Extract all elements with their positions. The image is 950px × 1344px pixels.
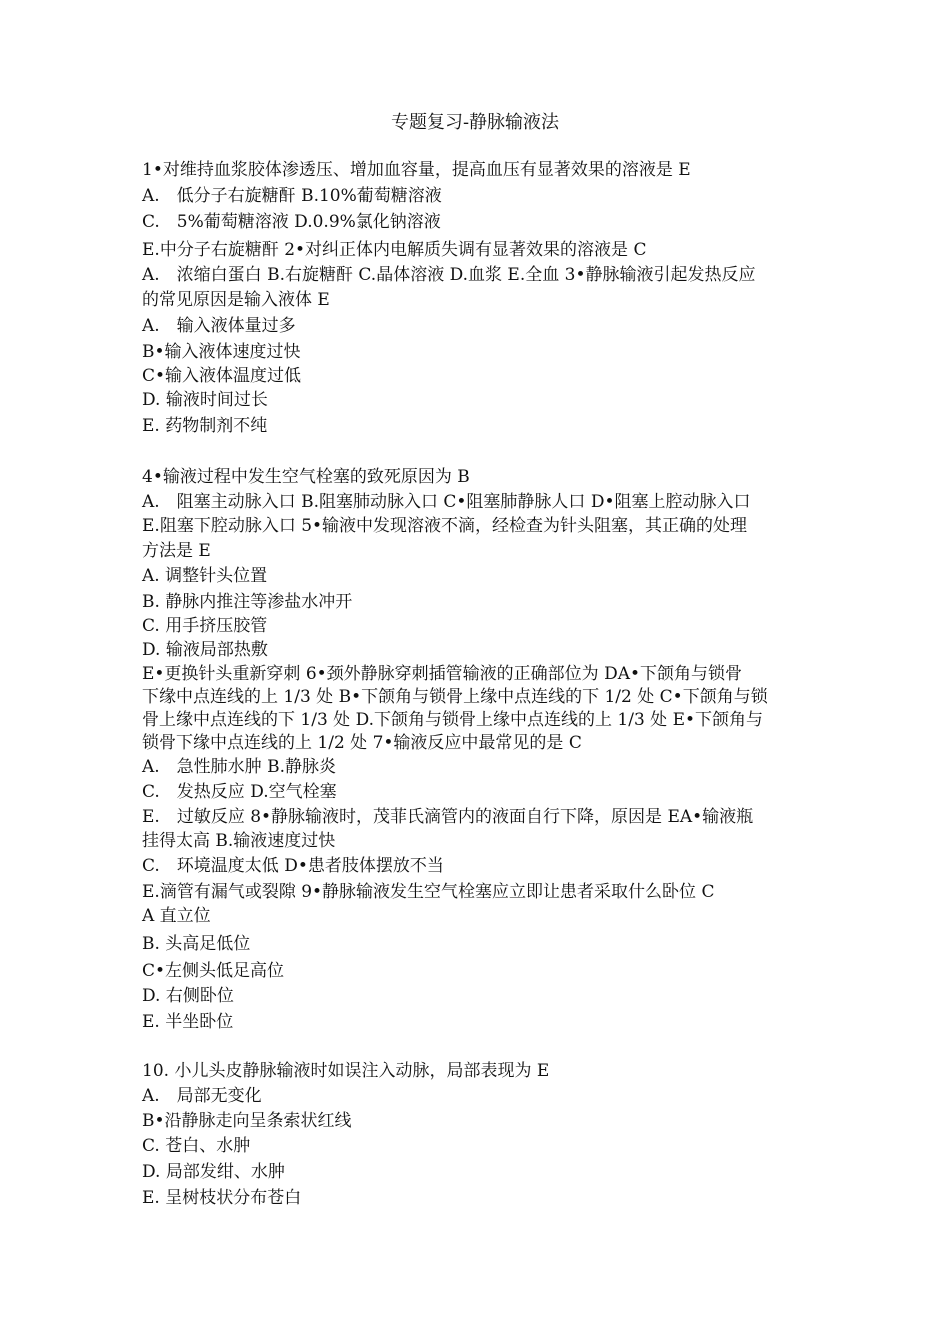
text-line: A 直立位 bbox=[142, 906, 211, 926]
text-line: D. 输液局部热敷 bbox=[142, 640, 268, 660]
text-line: 挂得太高 B.输液速度过快 bbox=[142, 831, 336, 851]
text-line: 1•对维持血浆胶体渗透压、增加血容量，提高血压有显著效果的溶液是 E bbox=[142, 160, 691, 180]
text-line: C•左侧头低足高位 bbox=[142, 961, 285, 981]
text-line: 下缘中点连线的上 1/3 处 B•下颌角与锁骨上缘中点连线的下 1/2 处 C•下颌角与锁 bbox=[142, 687, 768, 707]
text-line: E.中分子右旋糖酐 2•对纠正体内电解质失调有显著效果的溶液是 C bbox=[142, 240, 647, 260]
text-line: E.阻塞下腔动脉入口 5•输液中发现溶液不滴，经检查为针头阻塞，其正确的处理 bbox=[142, 516, 748, 536]
text-line: C. 环境温度太低 D•患者肢体摆放不当 bbox=[142, 856, 444, 876]
text-line: E. 呈树枝状分布苍白 bbox=[142, 1188, 302, 1208]
text-line: 10. 小儿头皮静脉输液时如误注入动脉，局部表现为 E bbox=[142, 1061, 550, 1081]
text-line: C. 发热反应 D.空气栓塞 bbox=[142, 782, 337, 802]
text-line: 方法是 E bbox=[142, 541, 211, 561]
text-line: 锁骨下缘中点连线的上 1/2 处 7•输液反应中最常见的是 C bbox=[142, 733, 582, 753]
text-line: E. 半坐卧位 bbox=[142, 1012, 234, 1032]
text-line: E•更换针头重新穿刺 6•颈外静脉穿刺插管输液的正确部位为 DA•下颌角与锁骨 bbox=[142, 664, 743, 684]
text-line: E. 药物制剂不纯 bbox=[142, 416, 268, 436]
text-line: B. 头高足低位 bbox=[142, 934, 251, 954]
text-line: A. 调整针头位置 bbox=[142, 566, 268, 586]
text-line: C. 苍白、水肿 bbox=[142, 1136, 251, 1156]
text-line: C•输入液体温度过低 bbox=[142, 366, 302, 386]
text-line: E. 过敏反应 8•静脉输液时，茂菲氏滴管内的液面自行下降，原因是 EA•输液瓶 bbox=[142, 807, 754, 827]
text-line: D. 局部发绀、水肿 bbox=[142, 1162, 285, 1182]
text-line: A. 局部无变化 bbox=[142, 1086, 262, 1106]
text-line: 骨上缘中点连线的下 1/3 处 D.下颌角与锁骨上缘中点连线的上 1/3 处 E•下颌角与 bbox=[142, 710, 764, 730]
text-line: B. 静脉内推注等渗盐水冲开 bbox=[142, 592, 353, 612]
text-line: B•输入液体速度过快 bbox=[142, 342, 301, 362]
text-line: C. 用手挤压胶管 bbox=[142, 616, 268, 636]
text-line: 4•输液过程中发生空气栓塞的致死原因为 B bbox=[142, 467, 470, 487]
text-line: A. 输入液体量过多 bbox=[142, 316, 296, 336]
text-line: E.滴管有漏气或裂隙 9•静脉输液发生空气栓塞应立即让患者采取什么卧位 C bbox=[142, 882, 715, 902]
text-line: A. 低分子右旋糖酐 B.10%葡萄糖溶液 bbox=[142, 186, 442, 206]
text-line: A. 阻塞主动脉入口 B.阻塞肺动脉入口 C•阻塞肺静脉人口 D•阻塞上腔动脉入口 bbox=[142, 492, 751, 512]
text-line: D. 输液时间过长 bbox=[142, 390, 268, 410]
text-line: A. 急性肺水肿 B.静脉炎 bbox=[142, 757, 336, 777]
text-line: 的常见原因是输入液体 E bbox=[142, 290, 330, 310]
text-line: B•沿静脉走向呈条索状红线 bbox=[142, 1111, 352, 1131]
text-line: C. 5%葡萄糖溶液 D.0.9%氯化钠溶液 bbox=[142, 212, 441, 232]
text-line: D. 右侧卧位 bbox=[142, 986, 234, 1006]
page-title: 专题复习-静脉输液法 bbox=[390, 112, 560, 133]
text-line: A. 浓缩白蛋白 B.右旋糖酐 C.晶体溶液 D.血浆 E.全血 3•静脉输液引起发热反应 bbox=[142, 265, 756, 285]
